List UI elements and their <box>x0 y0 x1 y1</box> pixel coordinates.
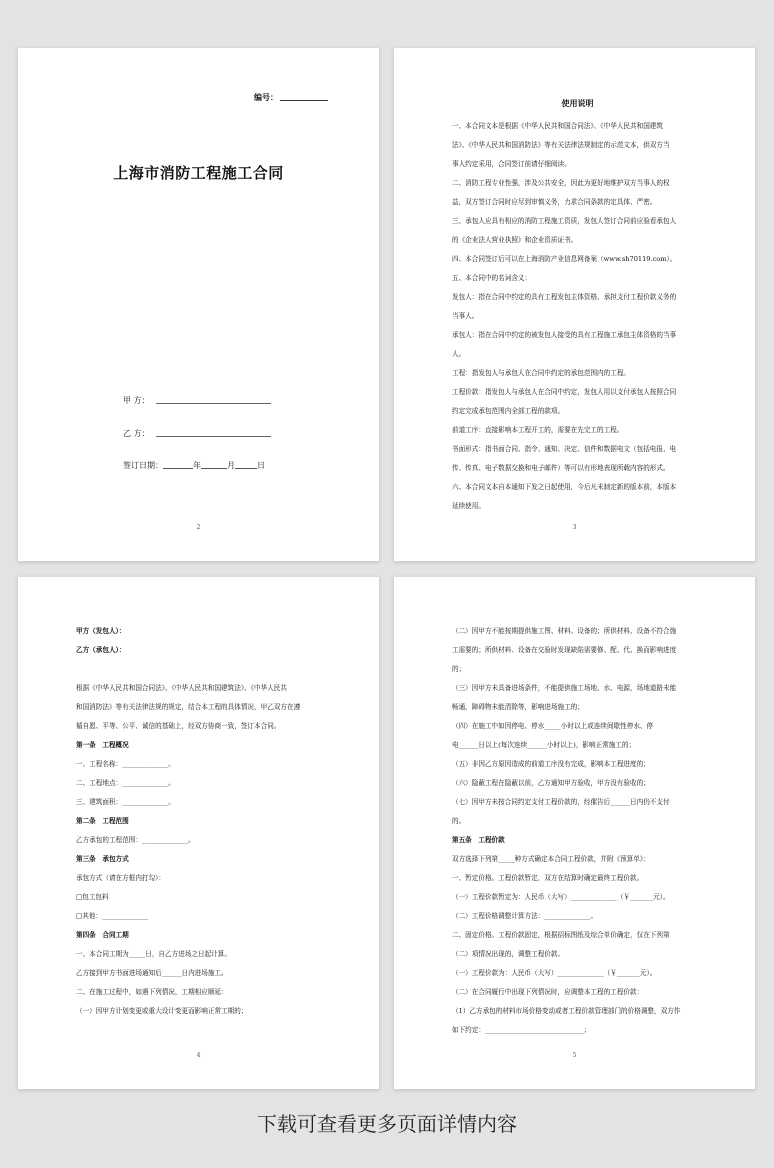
clause-line: （七）因甲方未按合同约定支付工程价款的，经催告后______日内仍不支付 <box>452 798 670 806</box>
clause-line: 工需要的；所供材料、设备在交验时发现缺陷需要修、配、代、换而影响进度 <box>452 646 677 654</box>
party-a-label: 甲 方： <box>123 396 150 405</box>
clause-heading: 第一条 工程概况 <box>76 741 129 749</box>
page-number: 3 <box>572 524 577 531</box>
clause-line: 二、工程地点：______________。 <box>76 779 175 787</box>
clause-line: （1）乙方承包的材料市场价格变动或者工程价款管理部门的价格调整，双方作 <box>452 1007 681 1015</box>
page-number: 5 <box>572 1052 577 1059</box>
clause-line: □包工包料 <box>76 893 109 901</box>
clause-heading: 第四条 合同工期 <box>76 931 129 939</box>
clause-line: 二、在施工过程中，如遇下列情况，工期相应顺延： <box>76 988 228 996</box>
contract-page-4-body <box>76 622 327 1021</box>
instruction-line: 前道工序：直接影响本工程开工的，需要在先完工的工程。 <box>452 426 624 434</box>
clause-line: □其他：______________ <box>76 912 149 920</box>
clause-line: 承包方式（请在方框内打勾）： <box>76 874 166 882</box>
instruction-line: 约定完成承包范围内全部工程的款项。 <box>452 407 565 415</box>
party-a-blank <box>156 395 271 404</box>
instruction-line: 四、本合同签订后可以在上海消防产业信息网备案（www.sh70119.com）。 <box>452 255 677 263</box>
clause-line: 循自愿、平等、公平、诚信的基础上，经双方协商一致，签订本合同。 <box>76 722 281 730</box>
clause-line: （二）因甲方不能按期提供施工图、材料、设备的；所供材料、设备不符合施 <box>452 627 677 635</box>
instruction-line: 二、消防工程专业性强，涉及公共安全，因此为更好地维护双方当事人的权 <box>452 179 670 187</box>
contract-page-5-body <box>452 622 703 1040</box>
contract-title: 上海市消防工程施工合同 <box>113 164 284 182</box>
contract-page-5 <box>394 577 755 1089</box>
clause-line: 一、本合同工期为_____日，自乙方进场之日起计算。 <box>76 950 231 958</box>
instruction-line: 法》、《中华人民共和国消防法》等有关法律法规制定的示范文本，供双方当 <box>452 141 670 149</box>
clause-line: （二）工程价格调整计算方法：______________。 <box>452 912 598 920</box>
clause-line: （一）工程价款暂定为：人民币（大写）______________（￥_______元）。 <box>452 893 670 901</box>
instruction-line: 工程价款：指发包人与承包人在合同中约定，发包人用以支付承包人按照合同 <box>452 388 677 396</box>
clause-line: 一、暂定价格。工程价款暂定，双方在结算时确定最终工程价款。 <box>452 874 644 882</box>
instruction-line: 益，双方签订合同时应尽到审慎义务，力求合同条款的定具体、严密。 <box>452 198 657 206</box>
day-blank <box>235 460 257 469</box>
instruction-line: 人。 <box>452 350 466 358</box>
clause-line: 双方选择下列第_____种方式确定本合同工程价款，并附《预算单》： <box>452 855 650 863</box>
instruction-line: 五、本合同中的名词含义： <box>452 274 532 282</box>
instructions-heading: 使用说明 <box>561 98 594 108</box>
clause-line: （一）工程价款为：人民币（大写）______________（￥_______元）。 <box>452 969 657 977</box>
instruction-line: 书面形式：指书面合同、指令、通知、决定、信件和数据电文（包括电报、电 <box>452 445 677 453</box>
contract-page-4 <box>18 577 379 1089</box>
clause-line: （五）非因乙方原因造成的前道工序没有完成，影响本工程进度的； <box>452 760 650 768</box>
clause-line: 电______日以上(每次连续______小时以上)，影响正常施工的； <box>452 741 636 749</box>
instruction-line: 承包人：指在合同中约定的被发包人接受的具有工程施工承包主体资格的当事 <box>452 331 677 339</box>
clause-line: 的。 <box>452 817 466 825</box>
instruction-line: 工程：指发包人与承包人在合同中约定的承包范围内的工程。 <box>452 369 631 377</box>
instructions-page <box>394 48 755 561</box>
instruction-line: 三、承包人应具有相应的消防工程施工资质，发包人签订合同前应验看承包人 <box>452 217 677 225</box>
page-number: 2 <box>196 524 201 531</box>
party-b-blank <box>156 428 271 437</box>
contract-cover-page <box>18 48 379 561</box>
instructions-body <box>452 94 703 516</box>
clause-line: 和国消防法》等有关法律法规的规定，结合本工程的具体情况，甲乙双方在遵 <box>76 703 301 711</box>
clause-line: （一）因甲方计划变更或重大设计变更而影响正常工期的； <box>76 1007 248 1015</box>
month-blank <box>201 460 227 469</box>
instruction-line: 六、本合同文本自本通知下发之日起使用，今后凡未制定新的版本前，本版本 <box>452 483 677 491</box>
party-b-field <box>123 428 271 439</box>
clause-line: 根据《中华人民共和国合同法》、《中华人民共和国建筑法》、《中华人民共 <box>76 684 287 692</box>
instruction-line: 发包人：指在合同中约定的具有工程发包主体资格、承担支付工程价款义务的 <box>452 293 677 301</box>
serial-label: 编号： <box>254 92 278 102</box>
clause-heading: 乙方（承包人）： <box>76 646 126 654</box>
instruction-line: 当事人。 <box>452 312 479 320</box>
clause-line: （四）在施工中如因停电、停水_____小时以上或连续间歇性停水、停 <box>452 722 654 730</box>
clause-line: 畅通，障碍物未能清除等，影响进场施工的； <box>452 703 584 711</box>
instructions-lines <box>452 117 703 516</box>
sign-date-field <box>123 460 265 471</box>
serial-number <box>254 92 328 103</box>
clause-line: 的； <box>452 665 466 673</box>
day-label: 日 <box>257 461 265 470</box>
clause-line <box>76 660 327 679</box>
clause-heading: 第三条 承包方式 <box>76 855 129 863</box>
clause-line: 乙方接到甲方书面进场通知后______日内进场施工。 <box>76 969 228 977</box>
clause-line: 一、工程名称：______________。 <box>76 760 175 768</box>
instruction-line: 的《企业法人营业执照》和企业资质证书。 <box>452 236 578 244</box>
clause-heading: 第五条 工程价款 <box>452 836 505 844</box>
clause-line: 乙方承包的工程范围：______________。 <box>76 836 195 844</box>
serial-blank <box>280 92 328 101</box>
clause-line: 三、建筑面积：______________。 <box>76 798 175 806</box>
clause-line: （二）项情况出现的，调整工程价款。 <box>452 950 565 958</box>
download-more-caption: 下载可查看更多页面详情内容 <box>257 1112 517 1136</box>
clause-line: （二）在合同履行中出现下列情况时，应调整本工程的工程价款： <box>452 988 644 996</box>
party-b-label: 乙 方： <box>123 429 150 438</box>
clause-line: （六）隐蔽工程在隐蔽以前，乙方通知甲方验收，甲方没有验收的； <box>452 779 650 787</box>
instruction-line: 事人约定采用，合同签订前请仔细阅读。 <box>452 160 571 168</box>
page-number: 4 <box>196 1052 201 1059</box>
clause-heading: 第二条 工程范围 <box>76 817 129 825</box>
instruction-line: 延续使用。 <box>452 502 485 510</box>
clause-line: （三）因甲方未具备进场条件，不能提供施工场地、水、电源，场地道路未能 <box>452 684 677 692</box>
clause-line: 如下约定：______________________________； <box>452 1026 591 1034</box>
month-label: 月 <box>227 461 235 470</box>
sign-date-label: 签订日期： <box>123 461 163 470</box>
clause-line: 二、固定价格。工程价款固定，根据招标图纸及综合单价确定，仅在下列第 <box>452 931 670 939</box>
instruction-line: 一、本合同文本是根据《中华人民共和国合同法》、《中华人民共和国建筑 <box>452 122 663 130</box>
party-a-field <box>123 395 271 406</box>
instruction-line: 传、传真、电子数据交换和电子邮件）等可以有形地表现所载内容的形式。 <box>452 464 670 472</box>
clause-heading: 甲方（发包人）： <box>76 627 126 635</box>
year-label: 年 <box>193 461 201 470</box>
year-blank <box>163 460 193 469</box>
